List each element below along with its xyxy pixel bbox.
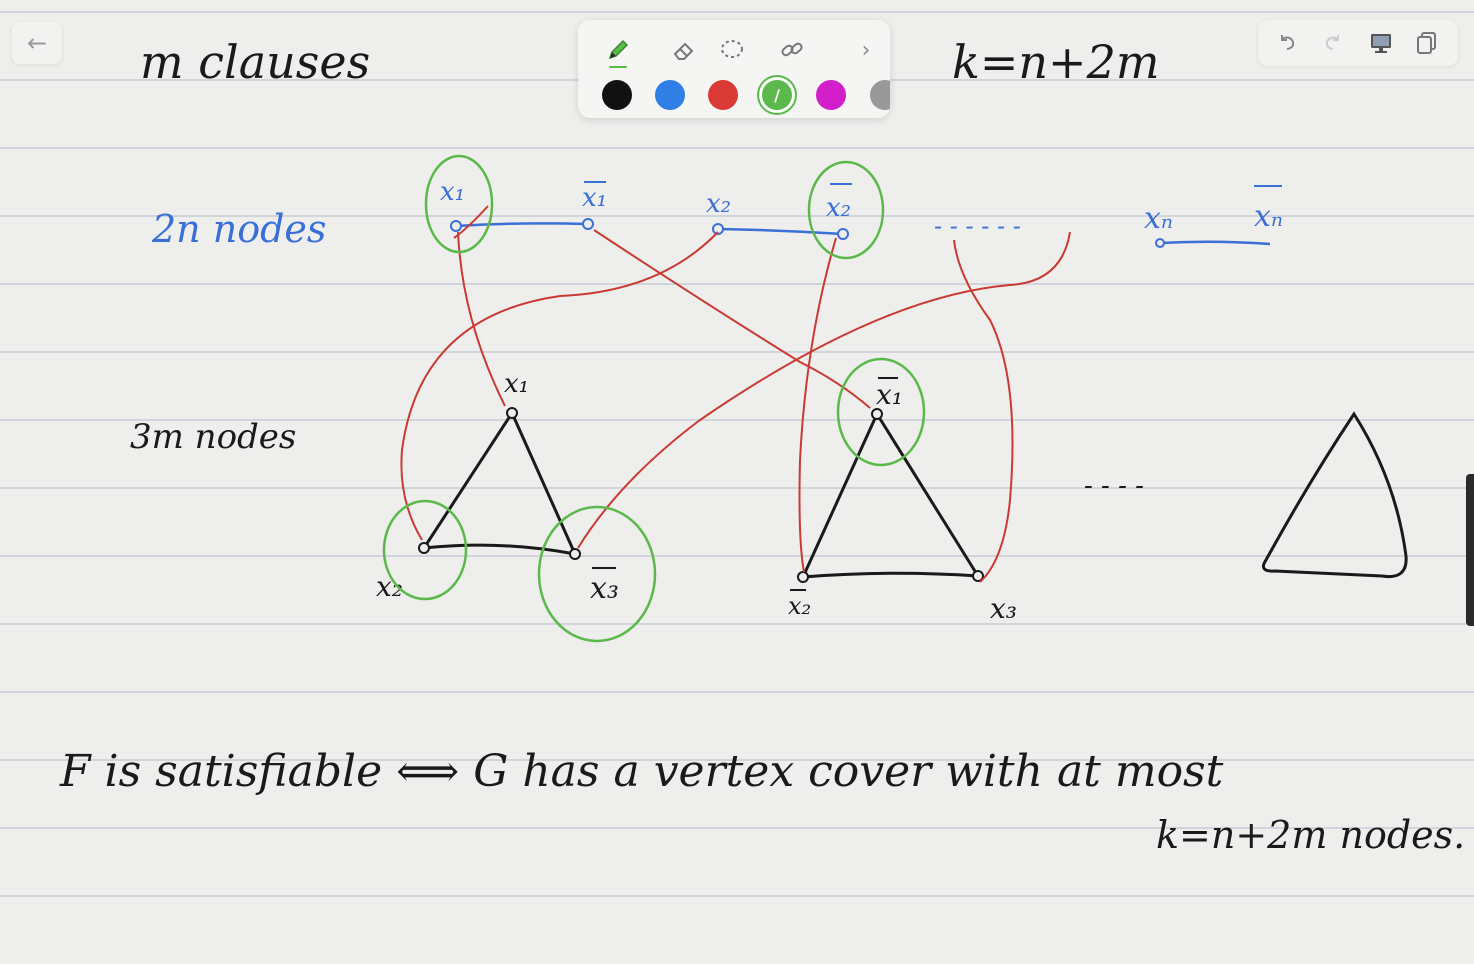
statement-line2: k=n+2m nodes. [1156, 813, 1466, 857]
m-clauses-text: m clauses [140, 35, 371, 89]
k-formula-text: k=n+2m [952, 35, 1160, 89]
edge-x2-x2bar [718, 229, 843, 234]
edge-x1-to-clause1-top [458, 232, 505, 406]
lasso-icon [718, 36, 746, 64]
back-button[interactable] [12, 22, 62, 64]
edge-x1-x1bar [456, 223, 588, 226]
color-swatch-red[interactable] [708, 80, 738, 110]
chevron-right-icon: › [861, 37, 871, 63]
node-x2-bar [838, 229, 848, 239]
undo-icon [1274, 30, 1300, 56]
red-edges [401, 206, 1070, 582]
active-tool-indicator [609, 66, 627, 68]
pen-icon [604, 36, 632, 64]
clause1-left-label: x₂ [376, 570, 404, 603]
edge-x2bar-to-clause2-left [800, 238, 837, 572]
node-xn [1156, 239, 1164, 247]
lasso-tool-button[interactable] [712, 30, 752, 70]
color-swatch-gray[interactable] [870, 80, 890, 110]
clause1-node-left [419, 543, 429, 553]
var-x2-label: x₂ [706, 189, 732, 219]
present-button[interactable] [1364, 27, 1398, 59]
eraser-icon [670, 36, 698, 64]
clause1-node-top [507, 408, 517, 418]
var-x1-label: x₁ [440, 177, 466, 207]
node-x1 [451, 221, 461, 231]
clause2-right-label: x₃ [990, 592, 1018, 625]
edge-x2-to-clause1-left [401, 232, 718, 540]
statement-line1: F is satisfiable ⟺ G has a vertex cover with at most [60, 746, 1224, 797]
undo-button[interactable] [1270, 27, 1304, 59]
back-arrow-icon: ← [26, 29, 48, 57]
clause1-top-label: x₁ [504, 369, 530, 399]
pages-button[interactable] [1410, 27, 1444, 59]
pen-tool-button[interactable] [598, 30, 638, 70]
color-swatch-green[interactable] [762, 80, 792, 110]
monitor-icon [1368, 30, 1394, 56]
scrollbar-handle[interactable] [1466, 474, 1474, 626]
edge-xn-xnbar [1160, 242, 1270, 244]
more-tools-button[interactable] [852, 30, 880, 70]
top-right-toolbar [1258, 20, 1458, 66]
edge-x3-to-clause2-right [954, 240, 1013, 582]
var-xn-label: xₙ [1144, 201, 1174, 236]
redo-icon [1320, 30, 1346, 56]
clause1-right-label: x₃ [590, 571, 619, 606]
eraser-tool-button[interactable] [664, 30, 704, 70]
link-icon [778, 36, 806, 64]
3m-nodes-label: 3m nodes [130, 417, 297, 457]
color-swatch-black[interactable] [602, 80, 632, 110]
selected-check-icon: ∕ [774, 85, 780, 105]
color-swatch-blue[interactable] [655, 80, 685, 110]
copy-pages-icon [1414, 30, 1440, 56]
clause2-left-label: x₂ [788, 592, 812, 620]
node-x1-bar [583, 219, 593, 229]
clause1-node-right [570, 549, 580, 559]
clause2-triangle [803, 414, 978, 577]
var-x1-bar-label: x₁ [582, 183, 608, 213]
var-xn-bar-label: xₙ [1254, 199, 1284, 234]
clause2-node-left [798, 572, 808, 582]
var-dots: - - - - - - [934, 212, 1021, 240]
clause-dots: - - - - [1084, 471, 1144, 501]
pen-toolbar [578, 20, 890, 118]
var-x2-bar-label: x₂ [826, 193, 852, 223]
color-swatch-magenta[interactable] [816, 80, 846, 110]
clause2-top-label: x₁ [876, 378, 904, 411]
2n-nodes-label: 2n nodes [152, 207, 327, 251]
link-tool-button[interactable] [772, 30, 812, 70]
edge-x1bar-to-clause2-top [594, 230, 870, 408]
redo-button[interactable] [1316, 27, 1350, 59]
clause-generic-triangle [1263, 414, 1406, 577]
